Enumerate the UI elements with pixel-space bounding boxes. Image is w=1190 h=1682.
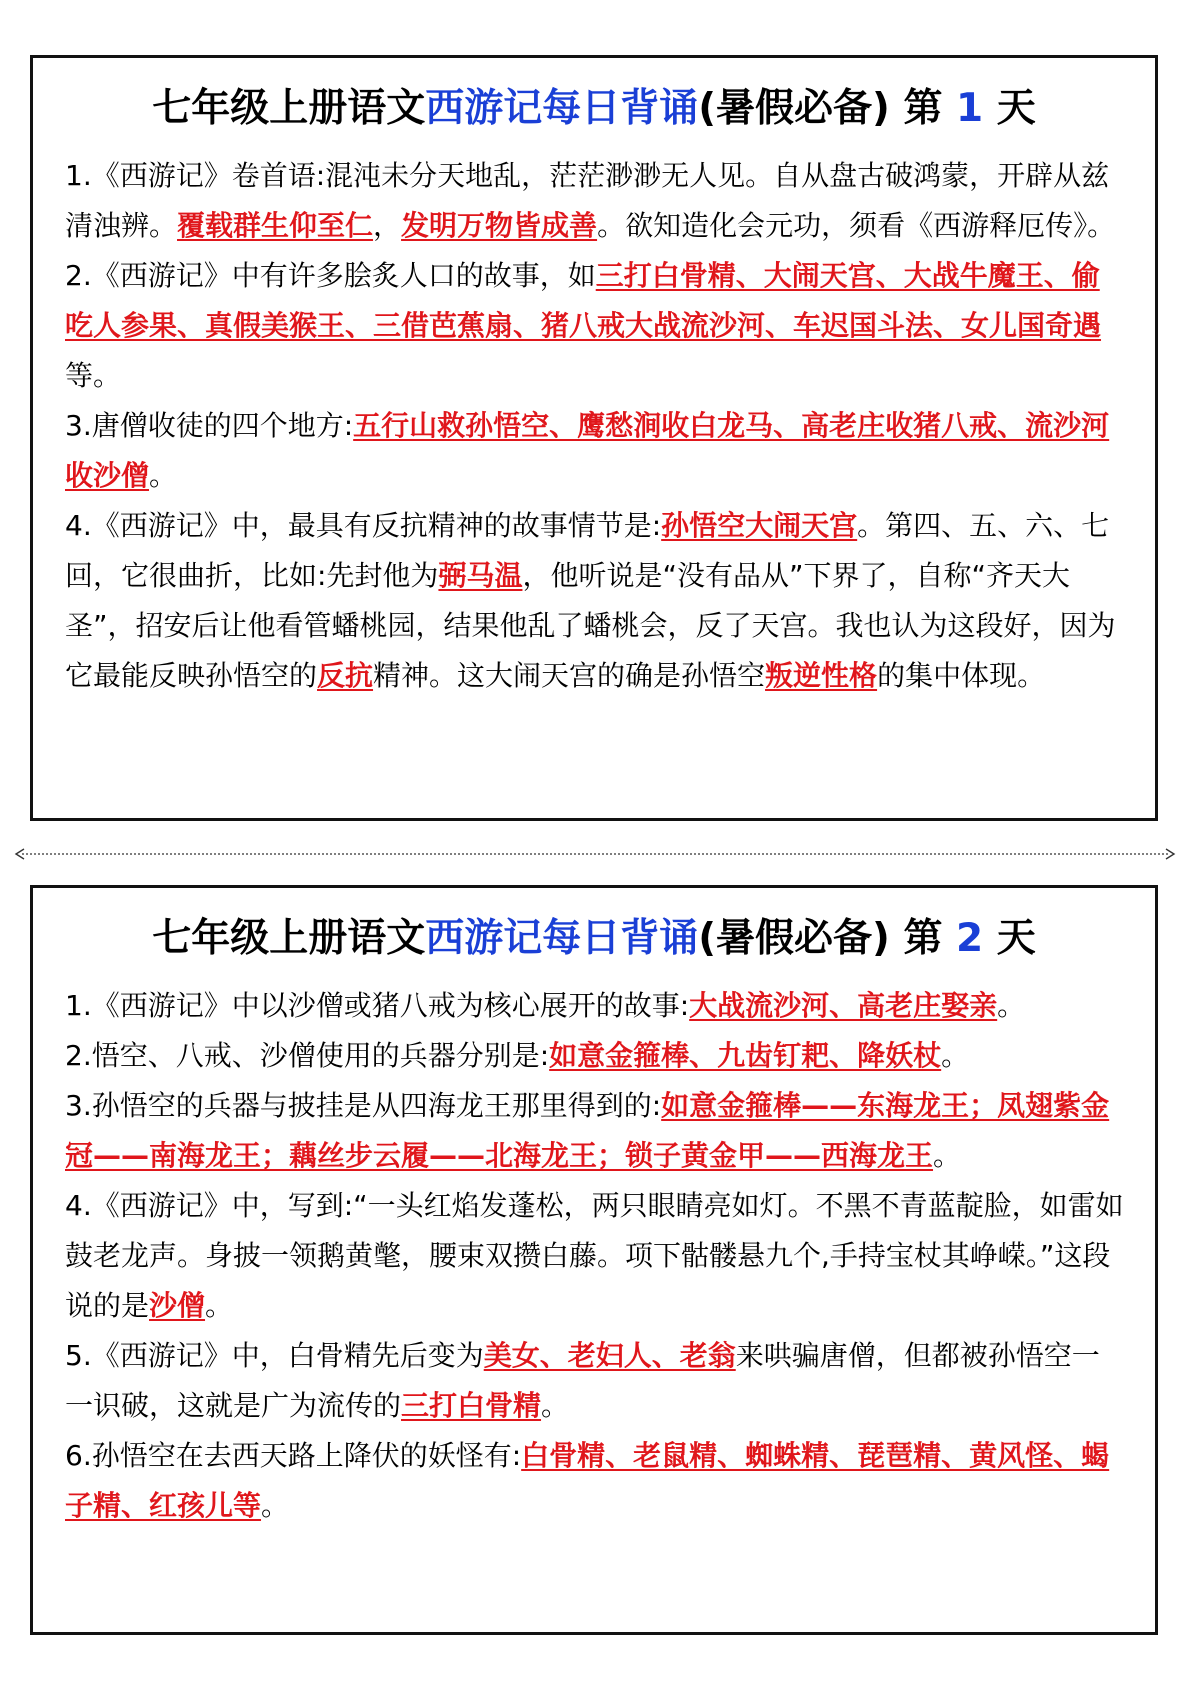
day2-title-prefix: 七年级上册语文 bbox=[152, 916, 426, 961]
day1-title-end: 天 bbox=[996, 86, 1036, 131]
item-text: 。 bbox=[541, 1388, 570, 1422]
item-text: 4.《西游记》中，写到:“一头红焰发蓬松，两只眼睛亮如灯。不黑不青蓝靛脸，如雷如鼓老龙声。身披一领鹅黄氅，腰束双攒白藤。项下骷髅悬九个,手持宝杖其峥嵘。”这段说的是 bbox=[65, 1188, 1124, 1322]
day2-title-highlight: 西游记每日背诵 bbox=[425, 916, 699, 961]
day2-card bbox=[30, 885, 1158, 1635]
item-text: 3.孙悟空的兵器与披挂是从四海龙王那里得到的: bbox=[65, 1088, 662, 1122]
day1-title bbox=[33, 86, 1155, 133]
day2-title-end: 天 bbox=[996, 916, 1036, 961]
item-text: 。欲知造化会元功，须看《西游释厄传》。 bbox=[597, 208, 1116, 242]
highlighted-answer: 如意金箍棒——东海龙王；凤翅紫金冠——南海龙王；藕丝步云履——北海龙王；锁子黄金甲——西海龙王 bbox=[65, 1088, 1110, 1172]
item-text: 。 bbox=[997, 988, 1026, 1022]
list-item bbox=[65, 1181, 1125, 1331]
item-text: 1.《西游记》卷首语: bbox=[65, 158, 326, 192]
item-text: 2.《西游记》中有许多脍炙人口的故事，如 bbox=[65, 258, 596, 292]
highlighted-answer: 美女、老妇人、老翁 bbox=[483, 1338, 736, 1372]
day2-title bbox=[33, 916, 1155, 963]
highlighted-answer: 反抗 bbox=[317, 658, 374, 692]
item-text: ，他听说是“没有品从”下界了，自称“齐天大圣”，招安后让他看管蟠桃园，结果他乱了蟠桃会，反了天宫。我也认为这段好，因为它最能反映孙悟空的 bbox=[65, 558, 1116, 692]
list-item bbox=[65, 1431, 1125, 1531]
highlighted-answer: 白骨精、老鼠精、蜘蛛精、琵琶精、黄风怪、蝎子精、红孩儿等 bbox=[65, 1438, 1110, 1522]
list-item bbox=[65, 1331, 1125, 1431]
list-item bbox=[65, 151, 1125, 251]
item-text: 。第四、五、六、七回，它很曲折，比如:先封他为 bbox=[65, 508, 1110, 592]
item-text: 2.悟空、八戒、沙僧使用的兵器分别是: bbox=[65, 1038, 550, 1072]
day1-title-number: 1 bbox=[956, 86, 984, 131]
item-text: 来哄骗唐僧，但都被孙悟空一一识破，这就是广为流传的 bbox=[65, 1338, 1100, 1422]
item-text: 的集中体现。 bbox=[877, 658, 1046, 692]
highlighted-answer: 覆载群生仰至仁 bbox=[177, 208, 374, 242]
highlighted-answer: 大战流沙河、高老庄娶亲 bbox=[689, 988, 998, 1022]
highlighted-answer: 五行山救孙悟空、鹰愁涧收白龙马、高老庄收猪八戒、流沙河收沙僧 bbox=[65, 408, 1110, 492]
item-text: 精神。这大闹天宫的确是孙悟空 bbox=[373, 658, 766, 692]
item-text: ， bbox=[373, 208, 402, 242]
list-item bbox=[65, 251, 1125, 401]
item-text: 。 bbox=[261, 1488, 290, 1522]
item-text: 。 bbox=[941, 1038, 970, 1072]
item-text: 等。 bbox=[65, 358, 122, 392]
highlighted-answer: 如意金箍棒、九齿钉耙、降妖杖 bbox=[549, 1038, 942, 1072]
day1-body bbox=[33, 151, 1155, 701]
item-text: 6.孙悟空在去西天路上降伏的妖怪有: bbox=[65, 1438, 522, 1472]
highlighted-answer: 弼马温 bbox=[438, 558, 523, 592]
day1-title-highlight: 西游记每日背诵 bbox=[425, 86, 699, 131]
highlighted-answer: 三打白骨精、大闹天宫、大战牛魔王、偷吃人参果、真假美猴王、三借芭蕉扇、猪八戒大战流沙河、车迟国斗法、女儿国奇遇 bbox=[65, 258, 1102, 342]
item-text: 1.《西游记》中以沙僧或猪八戒为核心展开的故事: bbox=[65, 988, 690, 1022]
list-item bbox=[65, 1031, 1125, 1081]
list-item bbox=[65, 501, 1125, 701]
highlighted-answer: 孙悟空大闹天宫 bbox=[661, 508, 858, 542]
list-item bbox=[65, 981, 1125, 1031]
day1-title-suffix: (暑假必备) 第 bbox=[698, 86, 943, 131]
item-text: 。 bbox=[933, 1138, 962, 1172]
day1-title-prefix: 七年级上册语文 bbox=[152, 86, 426, 131]
item-text: 5.《西游记》中，白骨精先后变为 bbox=[65, 1338, 484, 1372]
highlighted-answer: 沙僧 bbox=[149, 1288, 206, 1322]
day2-body bbox=[33, 981, 1155, 1531]
highlighted-answer: 发明万物皆成善 bbox=[401, 208, 598, 242]
section-divider bbox=[14, 848, 1176, 860]
item-text: 混沌未分天地乱，茫茫渺渺无人见。自从盘古破鸿蒙，开辟从兹清浊辨。 bbox=[65, 158, 1110, 242]
day1-card bbox=[30, 55, 1158, 821]
day2-title-suffix: (暑假必备) 第 bbox=[698, 916, 943, 961]
item-text: 。 bbox=[205, 1288, 234, 1322]
highlighted-answer: 叛逆性格 bbox=[765, 658, 878, 692]
item-text: 4.《西游记》中，最具有反抗精神的故事情节是: bbox=[65, 508, 662, 542]
item-text: 3.唐僧收徒的四个地方: bbox=[65, 408, 354, 442]
item-text: 。 bbox=[149, 458, 178, 492]
day2-title-number: 2 bbox=[956, 916, 984, 961]
highlighted-answer: 三打白骨精 bbox=[401, 1388, 542, 1422]
list-item bbox=[65, 401, 1125, 501]
list-item bbox=[65, 1081, 1125, 1181]
